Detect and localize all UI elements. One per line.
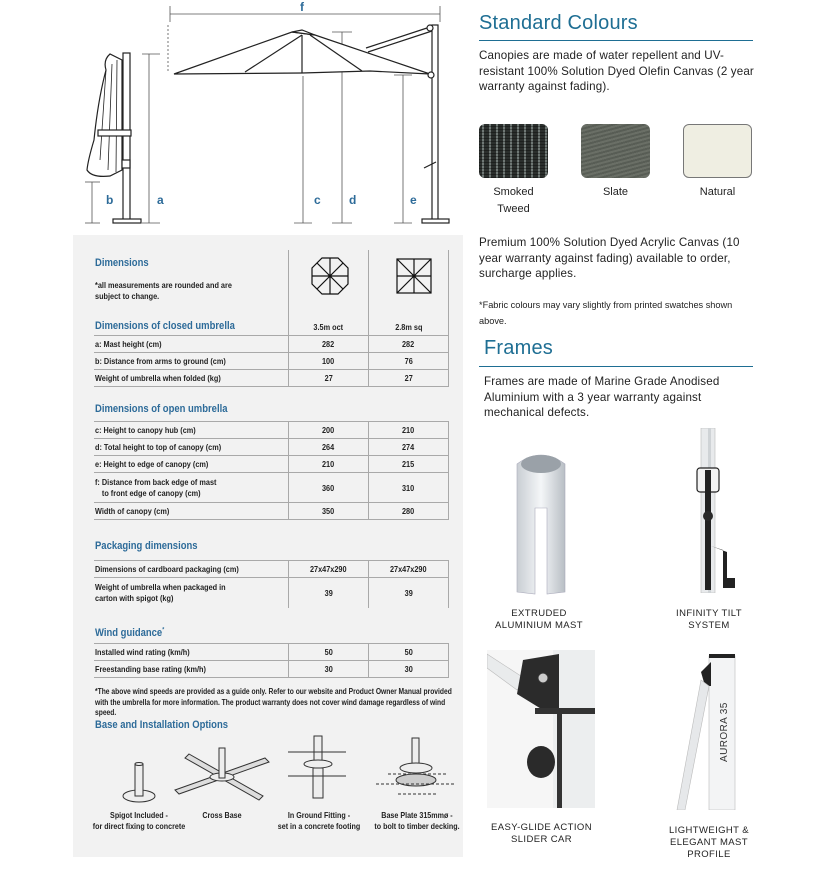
packaging-table xyxy=(94,560,449,608)
cross-base-icon xyxy=(167,740,277,808)
base-options xyxy=(89,740,459,845)
table-row: Dimensions of cardboard packaging (cm) 27x47x290 27x47x290 xyxy=(94,561,449,578)
slate-swatch xyxy=(581,124,650,178)
open-umbrella-table xyxy=(94,421,449,520)
dim-label-e: e xyxy=(410,193,417,207)
model-label-oct: 3.5m oct xyxy=(313,322,344,332)
mast-profile-photo-icon xyxy=(671,650,751,810)
table-row: Freestanding base rating (km/h) 30 30 xyxy=(94,661,449,678)
wind-guidance-table xyxy=(94,643,449,678)
octagon-icon xyxy=(310,256,350,296)
specifications-panel xyxy=(73,235,463,857)
natural-swatch xyxy=(683,124,752,178)
table-row: c: Height to canopy hub (cm) 200 210 xyxy=(94,422,449,439)
feature-mast-profile: AURORA 35 LIGHTWEIGHT & ELEGANT MAST PROFILE xyxy=(649,650,769,870)
bases-title: Base and Installation Options xyxy=(95,719,228,731)
closed-umbrella-table xyxy=(94,335,449,387)
table-row: b: Distance from arms to ground (cm) 100 76 xyxy=(94,353,449,370)
base-option-plate: Base Plate 315mmø - to bolt to timber decking. xyxy=(374,734,459,811)
base-option-cross: Cross Base xyxy=(167,740,277,811)
dimensions-title: Dimensions xyxy=(95,257,149,269)
spigot-icon xyxy=(109,740,169,808)
dimensions-note: *all measurements are rounded and are subject to change. xyxy=(95,280,232,301)
dim-label-d: d xyxy=(349,193,357,207)
svg-text:AURORA 35: AURORA 35 xyxy=(719,702,730,762)
wind-footnote: *The above wind speeds are provided as a guide only. Refer to our website and Product Owner Manual provided with the umbrella for more information. The product warranty does not cover wind damage regardless of wind speed. xyxy=(95,687,452,717)
packaging-title: Packaging dimensions xyxy=(95,540,198,552)
swatch-natural: Natural xyxy=(683,124,752,201)
table-row: Weight of umbrella when folded (kg) 27 27 xyxy=(94,370,449,387)
table-row: a: Mast height (cm) 282 282 xyxy=(94,336,449,353)
table-row: Weight of umbrella when packaged in carton with spigot (kg) 39 39 xyxy=(94,578,449,608)
table-row: f: Distance from back edge of mast to front edge of canopy (cm) 360 310 xyxy=(94,473,449,503)
table-row: e: Height to edge of canopy (cm) 210 215 xyxy=(94,456,449,473)
smoked-tweed-swatch xyxy=(479,124,548,178)
base-option-spigot: Spigot Included - for direct fixing to concrete xyxy=(109,740,169,811)
aluminium-mast-photo-icon xyxy=(513,448,569,598)
tilt-system-photo-icon xyxy=(689,428,739,593)
standard-colours-heading: Standard Colours xyxy=(479,12,753,41)
dim-label-f: f xyxy=(300,0,304,14)
umbrella-dimension-diagram xyxy=(70,0,460,235)
in-ground-fitting-icon xyxy=(284,732,354,808)
model-column-square xyxy=(368,250,449,340)
wind-guidance-title: Wind guidance* xyxy=(95,627,165,639)
fabric-colour-note: *Fabric colours may vary slightly from printed swatches shown above. xyxy=(479,300,733,326)
frames-intro: Frames are made of Marine Grade Anodised Aluminium with a 3 year warranty against mechanical defects. xyxy=(484,375,720,419)
slider-car-photo-icon xyxy=(487,650,595,808)
premium-canvas-text: Premium 100% Solution Dyed Acrylic Canvas (10 year warranty against fading) available to order, surcharge applies. xyxy=(479,236,740,280)
feature-infinity-tilt: INFINITY TILT SYSTEM xyxy=(649,428,769,638)
open-umbrella-title: Dimensions of open umbrella xyxy=(95,403,228,415)
dim-label-a: a xyxy=(157,193,164,207)
model-columns xyxy=(288,250,449,332)
base-option-in-ground: In Ground Fitting - set in a concrete footing xyxy=(284,732,354,811)
frames-heading: Frames xyxy=(479,337,753,367)
closed-umbrella-title: Dimensions of closed umbrella xyxy=(95,320,235,332)
feature-slider-car: EASY-GLIDE ACTION SLIDER CAR xyxy=(479,650,604,850)
model-column-octagon xyxy=(288,250,368,340)
model-label-sq: 2.8m sq xyxy=(394,322,423,332)
swatch-slate: Slate xyxy=(581,124,650,201)
dim-label-b: b xyxy=(106,193,114,207)
feature-extruded-mast: EXTRUDED ALUMINIUM MAST xyxy=(479,428,599,638)
table-row: Width of canopy (cm) 350 280 xyxy=(94,503,449,520)
base-plate-icon xyxy=(374,734,459,808)
table-row: Installed wind rating (km/h) 50 50 xyxy=(94,644,449,661)
table-row: d: Total height to top of canopy (cm) 264 274 xyxy=(94,439,449,456)
swatch-smoked-tweed: Smoked Tweed xyxy=(479,124,548,218)
square-icon xyxy=(394,256,434,296)
colours-intro: Canopies are made of water repellent and UV-resistant 100% Solution Dyed Olefin Canvas (2 year warranty against fading). xyxy=(479,49,754,93)
dim-label-c: c xyxy=(314,193,321,207)
umbrella-diagram-icon xyxy=(70,0,460,235)
